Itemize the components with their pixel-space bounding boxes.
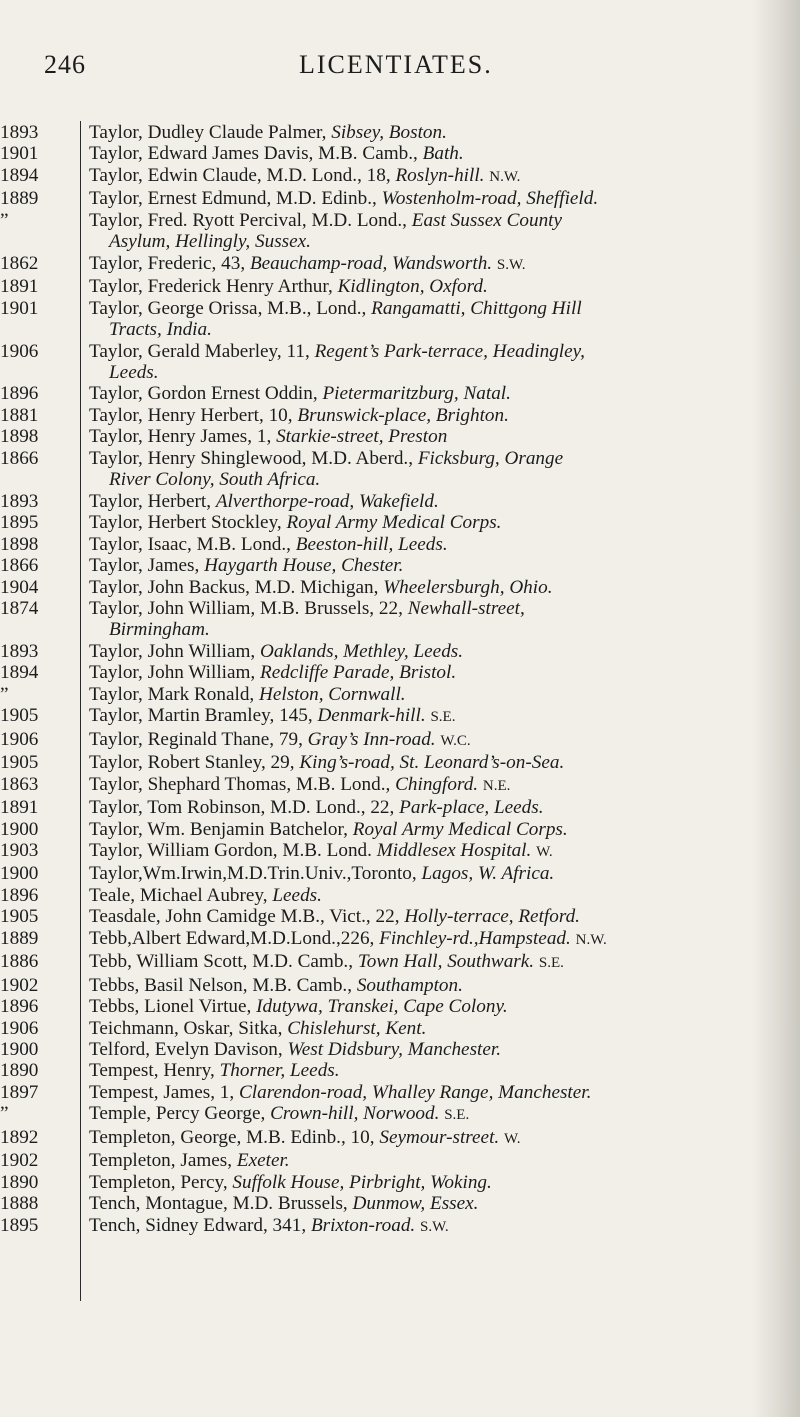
entry-year: 1889 xyxy=(0,927,39,949)
entry-year: 1896 xyxy=(0,884,39,906)
entry-text xyxy=(89,1039,757,1060)
entry-text xyxy=(89,906,757,927)
entry-text xyxy=(89,684,757,705)
entry-name: Taylor, Edward James Davis, M.B. Camb., xyxy=(89,143,418,165)
entry-year: 1906 xyxy=(0,728,39,750)
entry-address: Southampton. xyxy=(356,974,463,996)
entry-text xyxy=(89,975,757,996)
entry-name: Taylor, Henry Shinglewood, M.D. Aberd., xyxy=(89,447,414,469)
entry-address: Bath. xyxy=(422,143,464,165)
entry-text xyxy=(89,405,757,426)
list-item xyxy=(0,534,790,555)
list-item xyxy=(0,863,790,884)
entry-continuation xyxy=(109,469,790,490)
entry-postal-district: W. xyxy=(536,843,553,860)
entry-address: Exeter. xyxy=(236,1150,290,1172)
entry-name: Taylor, John William, M.B. Brussels, 22, xyxy=(89,597,403,619)
entry-text xyxy=(89,298,757,319)
entry-text xyxy=(89,885,757,906)
entry-text xyxy=(89,1127,757,1150)
entry-text xyxy=(89,1193,757,1214)
entry-year: 1891 xyxy=(0,276,39,298)
entry-year: 1905 xyxy=(0,705,39,727)
entry-name: Taylor, Fred. Ryott Percival, M.D. Lond., xyxy=(89,209,407,231)
entry-name: Tebb,Albert Edward,M.D.Lond.,226, xyxy=(89,927,375,949)
entry-name: Tebb, William Scott, M.D. Camb., xyxy=(89,951,354,973)
entry-text xyxy=(89,928,757,951)
entry-name: Teale, Michael Aubrey, xyxy=(89,884,268,906)
entry-address: West Didsbury, Manchester. xyxy=(287,1039,502,1061)
entry-text xyxy=(89,143,757,164)
entry-year: 1905 xyxy=(0,752,39,774)
list-item xyxy=(0,122,790,143)
list-item xyxy=(0,555,790,576)
entry-address: Town Hall, Southwark. xyxy=(357,951,535,973)
list-item xyxy=(0,448,790,469)
entry-name: Taylor, Henry Herbert, 10, xyxy=(89,404,293,426)
entry-address: Denmark-hill. xyxy=(317,705,426,727)
entry-address: Royal Army Medical Corps. xyxy=(286,512,502,534)
entry-address: Redcliffe Parade, Bristol. xyxy=(260,662,457,684)
entry-text xyxy=(89,662,757,683)
entry-name: Taylor, Herbert, xyxy=(89,490,212,512)
entry-address: Regent’s Park-terrace, Headingley, xyxy=(314,340,585,362)
entry-address: Pietermaritzburg, Natal. xyxy=(322,383,511,405)
entry-address: Chingford. xyxy=(395,773,479,795)
entry-address-continued: Leeds. xyxy=(109,361,159,383)
entry-name: Teasdale, John Camidge M.B., Vict., 22, xyxy=(89,906,400,928)
entry-year: 1900 xyxy=(0,1039,39,1061)
entry-text xyxy=(89,1215,757,1238)
list-item xyxy=(0,684,790,705)
entry-text xyxy=(89,276,757,297)
entry-address: Idutywa, Transkei, Cape Colony. xyxy=(256,996,508,1018)
running-title: LICENTIATES. xyxy=(299,50,493,79)
entry-year: 1904 xyxy=(0,576,39,598)
entry-postal-district: N.E. xyxy=(482,777,511,794)
entry-year: 1893 xyxy=(0,640,39,662)
entry-postal-district: S.E. xyxy=(538,955,564,972)
entry-name: Templeton, George, M.B. Edinb., 10, xyxy=(89,1126,375,1148)
list-item xyxy=(0,752,790,773)
entry-address: Leeds. xyxy=(272,884,322,906)
entry-name: Temple, Percy George, xyxy=(89,1103,266,1125)
entry-text xyxy=(89,840,757,863)
entry-text xyxy=(89,210,757,231)
list-item xyxy=(0,1060,790,1081)
list-item xyxy=(0,797,790,818)
entry-name: Tempest, Henry, xyxy=(89,1060,215,1082)
entry-text xyxy=(89,729,757,752)
entry-address: Newhall-street, xyxy=(407,597,525,619)
entry-text xyxy=(89,341,757,362)
list-item xyxy=(0,1039,790,1060)
entry-address: Wostenholm-road, Sheffield. xyxy=(381,188,599,210)
entry-year: 1894 xyxy=(0,662,39,684)
entry-year: ” xyxy=(0,683,9,705)
list-item xyxy=(0,975,790,996)
entry-text xyxy=(89,819,757,840)
entry-address-continued: Asylum, Hellingly, Sussex. xyxy=(109,231,311,253)
entry-year: 1894 xyxy=(0,164,39,186)
entry-name: Taylor,Wm.Irwin,M.D.Trin.Univ.,Toronto, xyxy=(89,863,417,885)
entry-address: Brixton-road. xyxy=(310,1214,416,1236)
entry-continuation xyxy=(109,319,790,340)
entry-address: Park-place, Leeds. xyxy=(399,797,544,819)
entry-year: 1874 xyxy=(0,597,39,619)
entry-name: Taylor, William Gordon, M.B. Lond. xyxy=(89,839,372,861)
entry-address: Seymour-street. xyxy=(379,1126,500,1148)
entry-name: Taylor, Reginald Thane, 79, xyxy=(89,728,303,750)
entry-year: 1906 xyxy=(0,340,39,362)
list-item xyxy=(0,705,790,728)
entry-text xyxy=(89,577,757,598)
entry-year: 1905 xyxy=(0,906,39,928)
entry-name: Taylor, Shephard Thomas, M.B. Lond., xyxy=(89,773,391,795)
entry-address: Suffolk House, Pirbright, Woking. xyxy=(232,1171,492,1193)
list-item xyxy=(0,426,790,447)
entry-year: 1866 xyxy=(0,555,39,577)
page-header xyxy=(44,50,734,90)
list-item xyxy=(0,188,790,209)
entry-name: Taylor, Tom Robinson, M.D. Lond., 22, xyxy=(89,797,395,819)
list-item xyxy=(0,491,790,512)
entry-year: 1895 xyxy=(0,1214,39,1236)
entry-year: 1901 xyxy=(0,297,39,319)
list-item xyxy=(0,298,790,319)
entry-postal-district: N.W. xyxy=(575,931,607,948)
entry-text xyxy=(89,863,757,884)
list-item xyxy=(0,1103,790,1126)
entry-address: Roslyn-hill. xyxy=(395,164,485,186)
entry-postal-district: S.E. xyxy=(430,709,456,726)
entry-text xyxy=(89,383,757,404)
entry-year: 1891 xyxy=(0,797,39,819)
list-item xyxy=(0,341,790,362)
entry-name: Taylor, Martin Bramley, 145, xyxy=(89,705,313,727)
entry-address: Clarendon-road, Whalley Range, Manchester. xyxy=(239,1081,592,1103)
entry-name: Tench, Sidney Edward, 341, xyxy=(89,1214,307,1236)
entry-name: Taylor, John Backus, M.D. Michigan, xyxy=(89,576,379,598)
list-item xyxy=(0,951,790,974)
entry-address: Middlesex Hospital. xyxy=(376,839,532,861)
entry-name: Taylor, Wm. Benjamin Batchelor, xyxy=(89,818,348,840)
entry-text xyxy=(89,797,757,818)
entry-text xyxy=(89,705,757,728)
entry-name: Templeton, Percy, xyxy=(89,1171,228,1193)
list-item xyxy=(0,928,790,951)
entry-address: Alverthorpe-road, Wakefield. xyxy=(215,490,439,512)
entry-text xyxy=(89,641,757,662)
list-item xyxy=(0,253,790,276)
entry-name: Taylor, Herbert Stockley, xyxy=(89,512,282,534)
entry-text xyxy=(89,598,757,619)
entry-name: Tebbs, Lionel Virtue, xyxy=(89,996,252,1018)
entry-name: Tench, Montague, M.D. Brussels, xyxy=(89,1193,348,1215)
entry-postal-district: N.W. xyxy=(489,168,521,185)
entry-name: Taylor, Dudley Claude Palmer, xyxy=(89,122,327,143)
entry-name: Templeton, James, xyxy=(89,1150,233,1172)
entry-address: Crown-hill, Norwood. xyxy=(270,1103,440,1125)
entry-text xyxy=(89,1018,757,1039)
entry-address: Ficksburg, Orange xyxy=(417,447,564,469)
entry-address: Sibsey, Boston. xyxy=(331,122,447,143)
entry-address: Holly-terrace, Retford. xyxy=(404,906,580,928)
entry-address: Starkie-street, Preston xyxy=(276,426,448,448)
entry-text xyxy=(89,188,757,209)
entry-text xyxy=(89,534,757,555)
page-number: 246 xyxy=(44,50,86,79)
list-item xyxy=(0,1082,790,1103)
entry-continuation xyxy=(109,362,790,383)
entry-address: Beauchamp-road, Wandsworth. xyxy=(249,252,493,274)
entry-year: 1900 xyxy=(0,863,39,885)
entry-address: Lagos, W. Africa. xyxy=(421,863,555,885)
entry-year: 1896 xyxy=(0,996,39,1018)
entry-text xyxy=(89,491,757,512)
list-item xyxy=(0,598,790,619)
entry-text xyxy=(89,1103,757,1126)
list-item xyxy=(0,840,790,863)
entry-year: 1902 xyxy=(0,974,39,996)
entry-address-continued: River Colony, South Africa. xyxy=(109,469,321,491)
entry-text xyxy=(89,1172,757,1193)
list-item xyxy=(0,383,790,404)
entry-year: 1896 xyxy=(0,383,39,405)
entry-name: Taylor, Frederic, 43, xyxy=(89,252,246,274)
entry-name: Tebbs, Basil Nelson, M.B. Camb., xyxy=(89,974,353,996)
list-item xyxy=(0,405,790,426)
entry-name: Teichmann, Oskar, Sitka, xyxy=(89,1017,283,1039)
entry-name: Taylor, James, xyxy=(89,555,200,577)
entry-address: Haygarth House, Chester. xyxy=(204,555,404,577)
list-item xyxy=(0,165,790,188)
entry-year: 1863 xyxy=(0,773,39,795)
entry-address: King’s-road, St. Leonard’s-on-Sea. xyxy=(299,752,565,774)
entry-year: 1889 xyxy=(0,188,39,210)
entry-postal-district: S.W. xyxy=(420,1218,449,1235)
entry-postal-district: S.W. xyxy=(496,256,526,273)
entry-text xyxy=(89,426,757,447)
entry-name: Taylor, Isaac, M.B. Lond., xyxy=(89,533,291,555)
entry-address: Dunmow, Essex. xyxy=(352,1193,479,1215)
licentiates-list xyxy=(0,122,790,1238)
entry-text xyxy=(89,1150,757,1171)
entry-address: Beeston-hill, Leeds. xyxy=(295,533,448,555)
entry-year: 1906 xyxy=(0,1017,39,1039)
list-item xyxy=(0,906,790,927)
entry-text xyxy=(89,951,757,974)
entry-postal-district: W. xyxy=(504,1130,521,1147)
entry-year: 1893 xyxy=(0,122,39,143)
list-item xyxy=(0,662,790,683)
entry-text xyxy=(89,122,757,143)
list-item xyxy=(0,1215,790,1238)
entry-name: Taylor, Ernest Edmund, M.D. Edinb., xyxy=(89,188,377,210)
entry-continuation xyxy=(109,231,790,252)
entry-text xyxy=(89,165,757,188)
entry-name: Taylor, Mark Ronald, xyxy=(89,683,255,705)
entry-year: 1866 xyxy=(0,447,39,469)
list-item xyxy=(0,1018,790,1039)
list-item xyxy=(0,1127,790,1150)
entry-text xyxy=(89,1060,757,1081)
entry-name: Taylor, John William, xyxy=(89,640,256,662)
entry-year: 1898 xyxy=(0,426,39,448)
entry-address: Kidlington, Oxford. xyxy=(337,276,488,298)
list-item xyxy=(0,143,790,164)
entry-text xyxy=(89,555,757,576)
entry-text xyxy=(89,996,757,1017)
entry-year: 1897 xyxy=(0,1081,39,1103)
entry-year: 1902 xyxy=(0,1150,39,1172)
entry-continuation xyxy=(109,619,790,640)
entry-text xyxy=(89,448,757,469)
entry-postal-district: W.C. xyxy=(440,732,471,749)
entry-address: East Sussex County xyxy=(411,209,563,231)
list-item xyxy=(0,276,790,297)
entry-name: Telford, Evelyn Davison, xyxy=(89,1039,283,1061)
entry-address: Wheelersburgh, Ohio. xyxy=(383,576,553,598)
entry-year: 1903 xyxy=(0,839,39,861)
entry-name: Tempest, James, 1, xyxy=(89,1081,235,1103)
entry-year: 1892 xyxy=(0,1126,39,1148)
list-item xyxy=(0,819,790,840)
entry-name: Taylor, Frederick Henry Arthur, xyxy=(89,276,333,298)
entry-year: ” xyxy=(0,209,9,231)
entry-name: Taylor, Gordon Ernest Oddin, xyxy=(89,383,318,405)
entry-address: Royal Army Medical Corps. xyxy=(352,818,568,840)
entry-address: Gray’s Inn-road. xyxy=(307,728,436,750)
entry-address: Finchley-rd.,Hampstead. xyxy=(379,927,571,949)
entry-year: 1862 xyxy=(0,252,39,274)
entry-year: 1900 xyxy=(0,818,39,840)
list-item xyxy=(0,729,790,752)
entry-year: 1895 xyxy=(0,512,39,534)
entry-text xyxy=(89,512,757,533)
entry-year: 1886 xyxy=(0,951,39,973)
entry-name: Taylor, Robert Stanley, 29, xyxy=(89,752,295,774)
list-item xyxy=(0,885,790,906)
entry-year: ” xyxy=(0,1103,9,1125)
list-item xyxy=(0,1150,790,1171)
list-item xyxy=(0,1172,790,1193)
entry-year: 1890 xyxy=(0,1060,39,1082)
entry-year: 1888 xyxy=(0,1193,39,1215)
entry-text xyxy=(89,752,757,773)
entry-postal-district: S.E. xyxy=(444,1107,470,1124)
entry-year: 1898 xyxy=(0,533,39,555)
entry-name: Taylor, Gerald Maberley, 11, xyxy=(89,340,310,362)
entry-year: 1881 xyxy=(0,404,39,426)
entry-address: Chislehurst, Kent. xyxy=(287,1017,427,1039)
entry-address-continued: Tracts, India. xyxy=(109,319,212,341)
entry-name: Taylor, Edwin Claude, M.D. Lond., 18, xyxy=(89,164,391,186)
entry-year: 1890 xyxy=(0,1171,39,1193)
entry-address: Helston, Cornwall. xyxy=(259,683,406,705)
list-item xyxy=(0,996,790,1017)
entry-name: Taylor, Henry James, 1, xyxy=(89,426,272,448)
entry-text xyxy=(89,774,757,797)
entry-name: Taylor, John William, xyxy=(89,662,256,684)
entry-address: Brunswick-place, Brighton. xyxy=(297,404,509,426)
entry-text xyxy=(89,253,757,276)
entry-address: Thorner, Leeds. xyxy=(219,1060,340,1082)
list-item xyxy=(0,512,790,533)
entry-year: 1893 xyxy=(0,490,39,512)
entry-address: Oaklands, Methley, Leeds. xyxy=(260,640,464,662)
list-item xyxy=(0,577,790,598)
list-item xyxy=(0,1193,790,1214)
entry-text xyxy=(89,1082,757,1103)
entry-address-continued: Birmingham. xyxy=(109,619,210,641)
list-item xyxy=(0,641,790,662)
entry-address: Rangamatti, Chittgong Hill xyxy=(371,297,582,319)
list-item xyxy=(0,210,790,231)
entry-year: 1901 xyxy=(0,143,39,165)
entry-name: Taylor, George Orissa, M.B., Lond., xyxy=(89,297,367,319)
list-item xyxy=(0,774,790,797)
